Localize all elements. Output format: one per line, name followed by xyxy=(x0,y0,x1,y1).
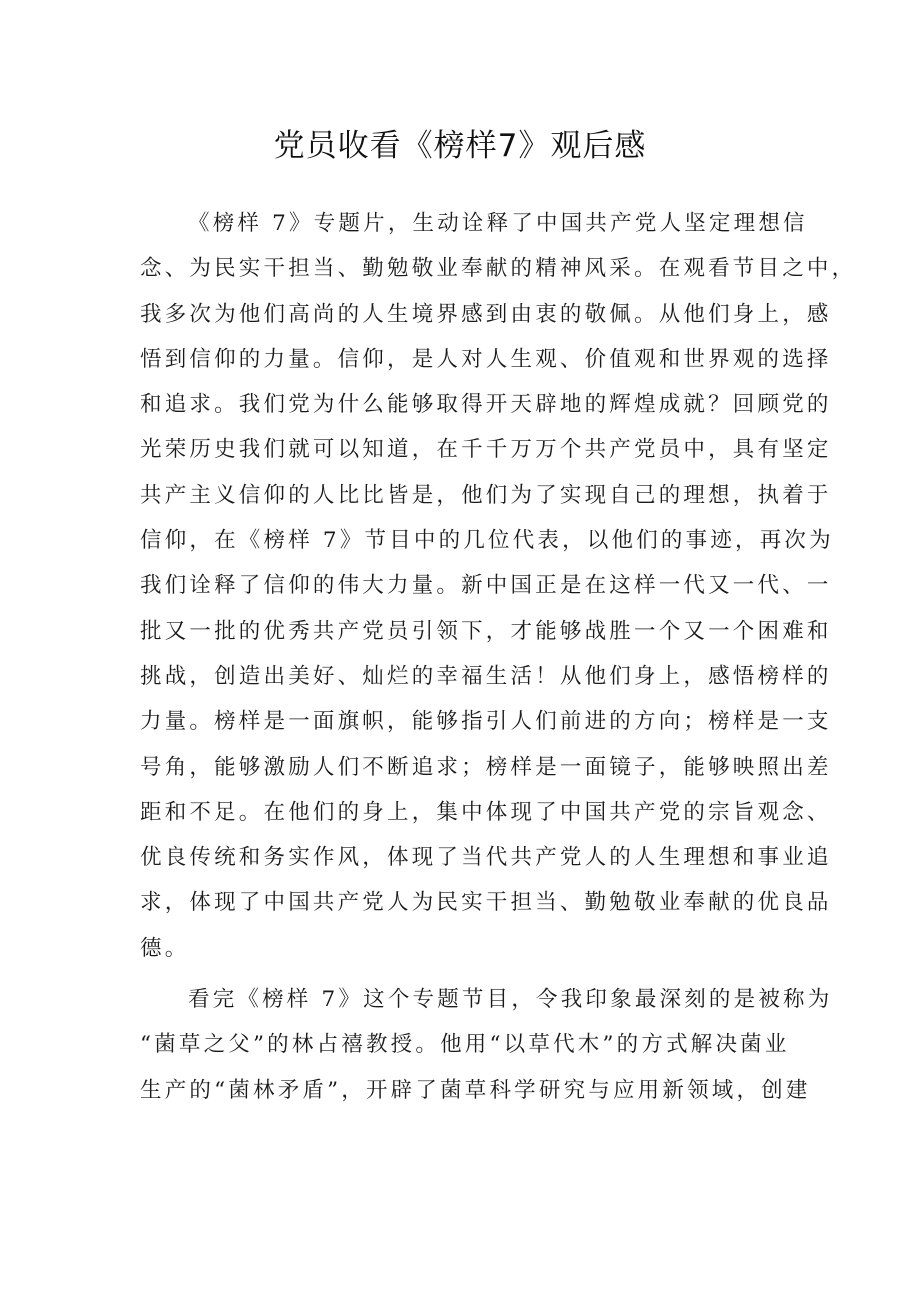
paragraph-line: 优良传统和务实作风，体现了当代共产党人的人生理想和事业追 xyxy=(140,845,832,871)
paragraph-1 xyxy=(140,201,857,971)
paragraph-line: 批又一批的优秀共产党员引领下，才能够战胜一个又一个困难和 xyxy=(140,618,832,644)
paragraph-line: 悟到信仰的力量。信仰，是人对人生观、价值观和世界观的选择 xyxy=(140,346,832,372)
paragraph-2 xyxy=(140,977,833,1113)
paragraph-line: 念、为民实干担当、勤勉敬业奉献的精神风采。在观看节目之中， xyxy=(140,256,857,282)
paragraph-line: 看完《榜样 7》这个专题节目，令我印象最深刻的是被称为 xyxy=(188,987,833,1013)
paragraph-line: “菌草之父”的林占禧教授。他用“以草代木”的方式解决菌业 xyxy=(140,1032,790,1058)
paragraph-line: 和追求。我们党为什么能够取得开天辟地的辉煌成就？回顾党的 xyxy=(140,392,832,418)
paragraph-line: 我多次为他们高尚的人生境界感到由衷的敬佩。从他们身上，感 xyxy=(140,301,832,327)
document-title: 党员收看《榜样7》观后感 xyxy=(273,128,647,164)
paragraph-line: 挑战，创造出美好、灿烂的幸福生活！从他们身上，感悟榜样的 xyxy=(140,663,832,689)
paragraph-line: 距和不足。在他们的身上，集中体现了中国共产党的宗旨观念、 xyxy=(140,799,832,825)
paragraph-line: 力量。榜样是一面旗帜，能够指引人们前进的方向；榜样是一支 xyxy=(140,709,832,735)
paragraph-line: 德。 xyxy=(140,935,190,961)
paragraph-line: 《榜样 7》专题片，生动诠释了中国共产党人坚定理想信 xyxy=(188,211,808,236)
paragraph-line: 光荣历史我们就可以知道，在千千万万个共产党员中，具有坚定 xyxy=(140,437,832,463)
paragraph-line: 号角，能够激励人们不断追求；榜样是一面镜子，能够映照出差 xyxy=(140,754,832,780)
paragraph-line: 共产主义信仰的人比比皆是，他们为了实现自己的理想，执着于 xyxy=(140,482,832,508)
paragraph-line: 信仰，在《榜样 7》节目中的几位代表，以他们的事迹，再次为 xyxy=(140,528,834,554)
paragraph-line: 求，体现了中国共产党人为民实干担当、勤勉敬业奉献的优良品 xyxy=(140,890,832,916)
paragraph-line: 我们诠释了信仰的伟大力量。新中国正是在这样一代又一代、一 xyxy=(140,573,832,599)
paragraph-line: 生产的“菌林矛盾”，开辟了菌草科学研究与应用新领域，创建 xyxy=(140,1077,811,1103)
document-body xyxy=(140,201,857,1119)
